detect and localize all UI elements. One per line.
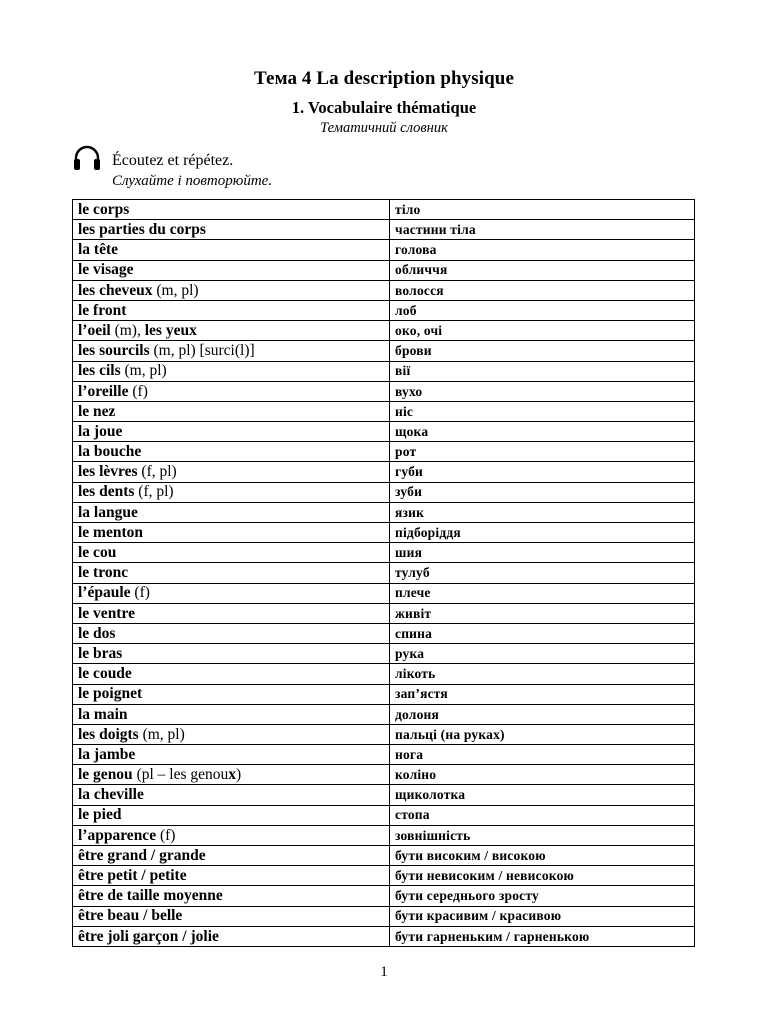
ukrainian-translation: тулуб	[390, 563, 695, 583]
french-term	[73, 240, 390, 260]
french-term	[73, 825, 390, 845]
table-row	[73, 745, 695, 765]
ukrainian-translation: обличчя	[390, 260, 695, 280]
term-text: le poignet	[78, 685, 143, 703]
table-row	[73, 442, 695, 462]
french-term	[73, 563, 390, 583]
term-text: être beau / belle	[78, 907, 183, 925]
term-text: l’oreille	[78, 382, 129, 400]
ukrainian-translation: тіло	[390, 200, 695, 220]
table-row	[73, 321, 695, 341]
term-text: le pied	[78, 806, 122, 824]
french-term	[73, 321, 390, 341]
table-row	[73, 200, 695, 220]
table-row	[73, 684, 695, 704]
table-row	[73, 644, 695, 664]
term-text: être petit / petite	[78, 867, 187, 885]
ukrainian-translation: рука	[390, 644, 695, 664]
term-text: les lèvres	[78, 463, 138, 481]
term-text: le ventre	[78, 604, 135, 622]
french-term	[73, 442, 390, 462]
ukrainian-translation: плече	[390, 583, 695, 603]
term-text: les sourcils	[78, 342, 150, 360]
term-text: le bras	[78, 644, 123, 662]
term-text: l’épaule	[78, 584, 131, 602]
term-text: la jambe	[78, 745, 136, 763]
term-text: la langue	[78, 503, 138, 521]
french-term	[73, 623, 390, 643]
table-row	[73, 805, 695, 825]
term-text: le genou	[78, 766, 133, 784]
table-row	[73, 765, 695, 785]
ukrainian-translation: підборіддя	[390, 523, 695, 543]
ukrainian-translation: пальці (на руках)	[390, 724, 695, 744]
vocabulary-table	[72, 199, 695, 947]
grammar-note: (m, pl)	[120, 362, 167, 380]
ukrainian-translation: вухо	[390, 381, 695, 401]
grammar-note: )	[236, 766, 242, 784]
grammar-note: (m, pl)	[138, 725, 185, 743]
table-row	[73, 583, 695, 603]
headphones-icon[interactable]	[72, 144, 102, 172]
french-term	[73, 523, 390, 543]
ukrainian-translation: око, очі	[390, 321, 695, 341]
table-row	[73, 381, 695, 401]
french-term	[73, 482, 390, 502]
term-text: x	[228, 766, 237, 784]
ukrainian-translation: живіт	[390, 603, 695, 623]
ukrainian-translation: стопа	[390, 805, 695, 825]
french-term	[73, 502, 390, 522]
instruction-text: Écoutez et répétez.	[112, 152, 234, 169]
french-term	[73, 684, 390, 704]
grammar-note: (f, pl)	[137, 463, 177, 481]
table-row	[73, 300, 695, 320]
term-text: le front	[78, 301, 127, 319]
term-text: la bouche	[78, 443, 142, 461]
ukrainian-translation: бути красивим / красивою	[390, 906, 695, 926]
ukrainian-translation: рот	[390, 442, 695, 462]
table-row	[73, 926, 695, 946]
french-term	[73, 341, 390, 361]
term-text: être de taille moyenne	[78, 887, 223, 905]
grammar-note: (m, pl) [surci(l)]	[149, 342, 255, 360]
french-term	[73, 220, 390, 240]
term-text: le tronc	[78, 564, 129, 582]
grammar-note: (f)	[156, 826, 176, 844]
table-row	[73, 664, 695, 684]
grammar-note: (pl – les genou	[132, 766, 229, 784]
ukrainian-translation: волосся	[390, 280, 695, 300]
french-term	[73, 664, 390, 684]
french-term	[73, 765, 390, 785]
ukrainian-translation: зуби	[390, 482, 695, 502]
term-text: le menton	[78, 523, 144, 541]
section-heading: 1. Vocabulaire thématique	[291, 98, 477, 117]
ukrainian-translation: бути гарненьким / гарненькою	[390, 926, 695, 946]
french-term	[73, 381, 390, 401]
term-text: le coude	[78, 665, 132, 683]
table-row	[73, 462, 695, 482]
ukrainian-translation: частини тіла	[390, 220, 695, 240]
ukrainian-translation: коліно	[390, 765, 695, 785]
ukrainian-translation: долоня	[390, 704, 695, 724]
french-term	[73, 745, 390, 765]
table-row	[73, 563, 695, 583]
french-term	[73, 926, 390, 946]
ukrainian-translation: бути високим / високою	[390, 846, 695, 866]
grammar-note: (m, pl)	[152, 281, 199, 299]
table-row	[73, 906, 695, 926]
french-term	[73, 704, 390, 724]
french-term	[73, 462, 390, 482]
french-term	[73, 644, 390, 664]
table-row	[73, 886, 695, 906]
ukrainian-translation: брови	[390, 341, 695, 361]
table-row	[73, 543, 695, 563]
term-text: les cils	[78, 362, 121, 380]
term-text: la cheville	[78, 786, 144, 804]
grammar-note: (f)	[130, 584, 150, 602]
term-text: la tête	[78, 241, 119, 259]
ukrainian-translation: бути невисоким / невисокою	[390, 866, 695, 886]
ukrainian-translation: ніс	[390, 401, 695, 421]
french-term	[73, 200, 390, 220]
table-row	[73, 623, 695, 643]
table-row	[73, 825, 695, 845]
ukrainian-translation: нога	[390, 745, 695, 765]
page-number: 1	[380, 964, 388, 980]
ukrainian-translation: лікоть	[390, 664, 695, 684]
grammar-note: (f)	[128, 382, 148, 400]
table-row	[73, 724, 695, 744]
table-row	[73, 523, 695, 543]
french-term	[73, 906, 390, 926]
french-term	[73, 361, 390, 381]
ukrainian-translation: спина	[390, 623, 695, 643]
ukrainian-translation: шия	[390, 543, 695, 563]
ukrainian-translation: бути середнього зросту	[390, 886, 695, 906]
ukrainian-translation: вії	[390, 361, 695, 381]
term-text: l’oeil	[78, 321, 111, 339]
table-row	[73, 280, 695, 300]
grammar-note: (m),	[110, 321, 145, 339]
french-term	[73, 583, 390, 603]
grammar-note: (f, pl)	[134, 483, 174, 501]
french-term	[73, 866, 390, 886]
french-term	[73, 603, 390, 623]
instruction-translation: Слухайте і повторюйте.	[112, 173, 273, 189]
french-term	[73, 805, 390, 825]
table-row	[73, 422, 695, 442]
ukrainian-translation: губи	[390, 462, 695, 482]
table-row	[73, 704, 695, 724]
term-text: les parties du corps	[78, 221, 206, 239]
french-term	[73, 785, 390, 805]
term-text: les cheveux	[78, 281, 153, 299]
french-term	[73, 300, 390, 320]
term-text: les dents	[78, 483, 135, 501]
ukrainian-translation: голова	[390, 240, 695, 260]
term-text: être joli garçon / jolie	[78, 927, 219, 945]
french-term	[73, 260, 390, 280]
term-text: l’apparence	[78, 826, 157, 844]
ukrainian-translation: зап’ястя	[390, 684, 695, 704]
section-heading-translation: Тематичний словник	[320, 120, 448, 136]
french-term	[73, 724, 390, 744]
french-term	[73, 543, 390, 563]
ukrainian-translation: щока	[390, 422, 695, 442]
page-title: Тема 4 La description physique	[253, 68, 515, 89]
table-row	[73, 603, 695, 623]
term-text: la main	[78, 705, 128, 723]
term-text: la joue	[78, 422, 123, 440]
ukrainian-translation: щиколотка	[390, 785, 695, 805]
term-text: le nez	[78, 402, 116, 420]
table-row	[73, 361, 695, 381]
term-text: le corps	[78, 200, 130, 218]
french-term	[73, 401, 390, 421]
ukrainian-translation: язик	[390, 502, 695, 522]
table-row	[73, 240, 695, 260]
term-text: les doigts	[78, 725, 139, 743]
table-row	[73, 846, 695, 866]
french-term	[73, 846, 390, 866]
table-row	[73, 502, 695, 522]
table-row	[73, 341, 695, 361]
table-row	[73, 401, 695, 421]
table-row	[73, 482, 695, 502]
ukrainian-translation: зовнішність	[390, 825, 695, 845]
term-text: le cou	[78, 544, 117, 562]
term-text: les yeux	[144, 321, 197, 339]
table-row	[73, 866, 695, 886]
french-term	[73, 280, 390, 300]
term-text: être grand / grande	[78, 846, 206, 864]
term-text: le visage	[78, 261, 134, 279]
table-row	[73, 220, 695, 240]
term-text: le dos	[78, 624, 116, 642]
table-row	[73, 260, 695, 280]
table-row	[73, 785, 695, 805]
french-term	[73, 886, 390, 906]
ukrainian-translation: лоб	[390, 300, 695, 320]
french-term	[73, 422, 390, 442]
